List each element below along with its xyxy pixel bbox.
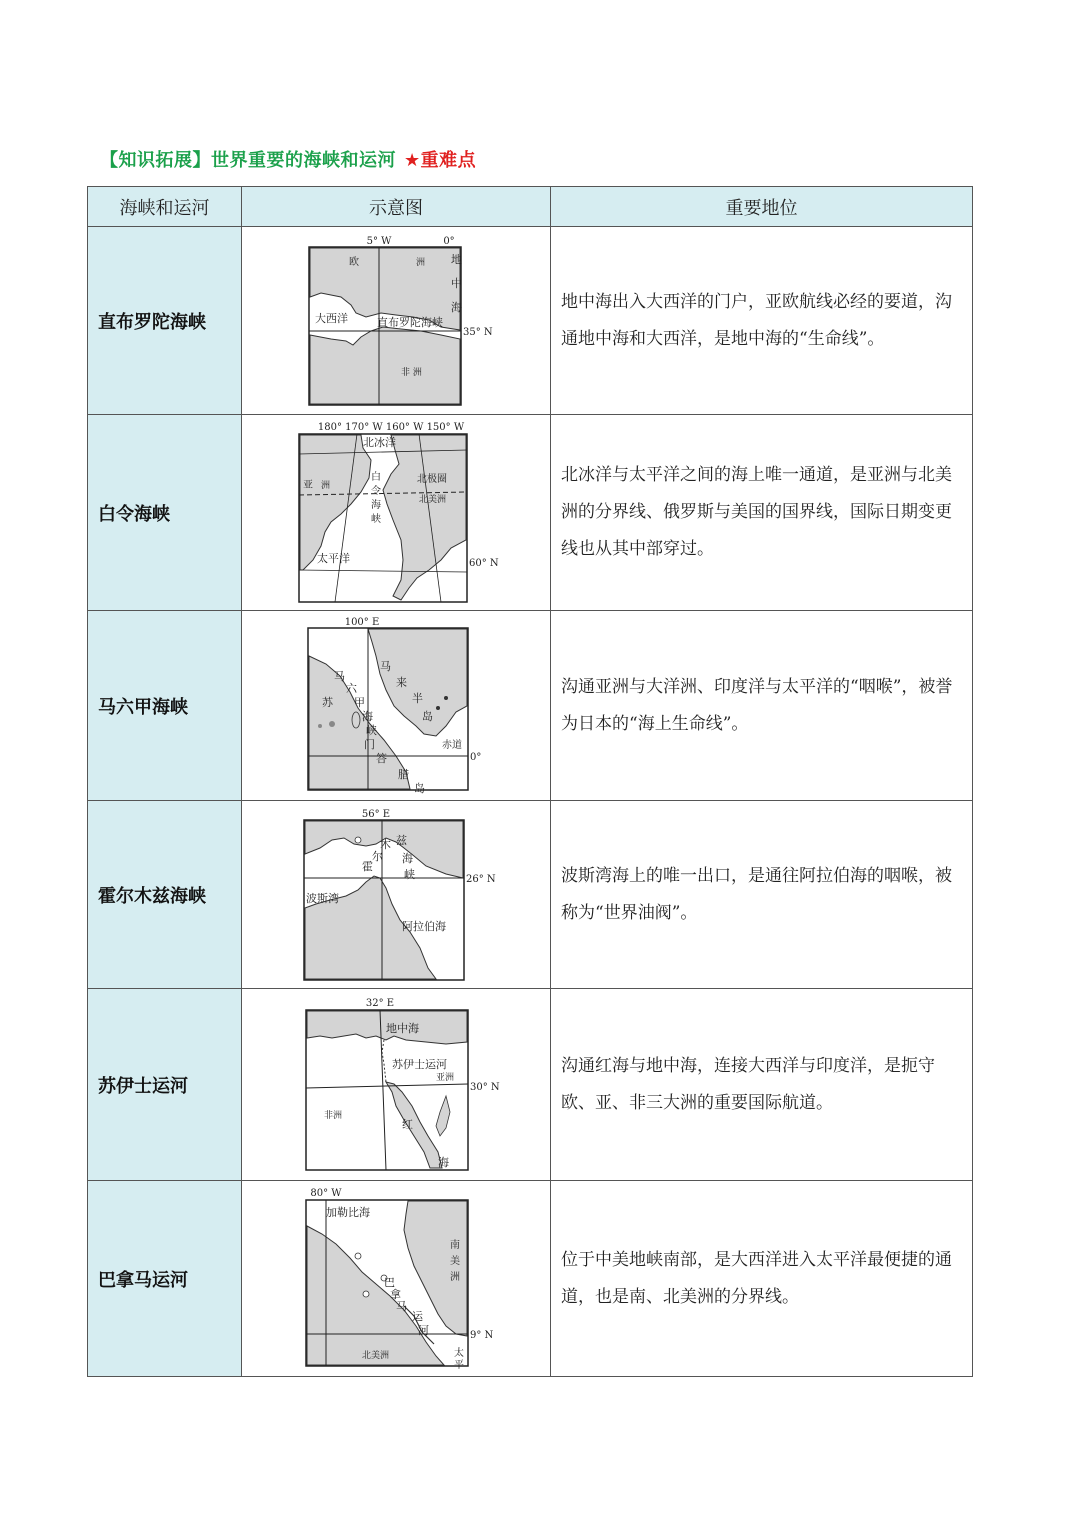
table-header-row — [88, 187, 973, 227]
map-label: 北美洲 — [419, 494, 447, 505]
map-label: 门 — [364, 737, 375, 751]
table-row — [88, 801, 973, 989]
row-name: 白令海峡 — [88, 415, 242, 611]
row-name: 直布罗陀海峡 — [88, 227, 242, 415]
map-label: 太平洋 — [317, 551, 350, 565]
map-label: 巴 — [384, 1275, 395, 1289]
map-label: 答 — [376, 751, 387, 765]
map-label: 地中海 — [386, 1021, 419, 1035]
map-label: 阿拉伯海 — [402, 919, 446, 933]
map-label: 来 — [396, 675, 407, 689]
suez-map — [296, 996, 500, 1174]
map-cell — [242, 989, 551, 1181]
map-label: 红 — [402, 1117, 413, 1131]
map-tick: 35° N — [463, 326, 493, 338]
map-cell — [242, 415, 551, 611]
map-label: 马 — [380, 659, 391, 673]
map-label: 海 — [438, 1155, 449, 1169]
map-label: 亚 — [303, 479, 313, 491]
bering-map — [291, 420, 501, 606]
map-label: 岛 — [414, 781, 425, 795]
map-label: 太 — [454, 1347, 464, 1359]
map-label: 峡 — [366, 723, 377, 737]
heading-badge: ★重难点 — [404, 150, 477, 171]
map-label: 运 — [412, 1309, 423, 1323]
map-label: 亚洲 — [436, 1072, 455, 1083]
table-row — [88, 415, 973, 611]
map-tick: 0° — [470, 751, 482, 763]
section-heading — [100, 146, 476, 172]
header-name: 海峡和运河 — [88, 187, 242, 227]
map-tick: 180° 170° W 160° W 150° W — [317, 421, 465, 433]
map-tick: 9° N — [470, 1329, 494, 1341]
map-label: 霍 — [362, 859, 373, 873]
map-tick: 80° W — [310, 1187, 342, 1199]
map-label: 苏伊士运河 — [392, 1057, 447, 1071]
row-name: 马六甲海峡 — [88, 611, 242, 801]
map-tick: 26° N — [466, 873, 496, 885]
map-label: 河 — [418, 1323, 429, 1337]
map-label: 洲 — [321, 480, 331, 491]
straits-table — [87, 186, 973, 1377]
table-row — [88, 1181, 973, 1377]
map-label: 海 — [451, 300, 462, 314]
map-label: 赤道 — [442, 739, 462, 751]
map-tick: 0° — [443, 235, 455, 247]
map-cell — [242, 227, 551, 415]
row-name: 霍尔木兹海峡 — [88, 801, 242, 989]
map-label: 海 — [402, 851, 413, 865]
heading-title: 【知识拓展】世界重要的海峡和运河 — [100, 150, 396, 171]
map-label: 直布罗陀海峡 — [377, 315, 443, 329]
map-label: 尔 — [372, 849, 383, 863]
map-label: 腊 — [398, 767, 409, 781]
map-tick: 60° N — [469, 557, 499, 569]
map-label: 北极圈 — [417, 473, 447, 485]
map-label: 欧 — [349, 256, 359, 268]
row-description: 沟通亚洲与大洋洲、印度洋与太平洋的“咽喉”，被誉为日本的“海上生命线”。 — [551, 611, 973, 801]
map-cell — [242, 611, 551, 801]
map-label: 波斯湾 — [306, 891, 339, 905]
map-label: 马 — [334, 669, 345, 683]
map-tick: 100° E — [344, 616, 380, 628]
map-label: 半 — [412, 691, 423, 705]
map-label: 木 — [380, 837, 391, 851]
table-row — [88, 989, 973, 1181]
map-label: 苏 — [322, 695, 333, 709]
map-tick: 5° W — [366, 235, 392, 247]
hormuz-map — [296, 808, 496, 982]
map-label: 马 — [396, 1299, 407, 1313]
row-description: 北冰洋与太平洋之间的海上唯一通道，是亚洲与北美洲的分界线、俄罗斯与美国的国界线，国际日期变更线也从其中部穿过。 — [551, 415, 973, 611]
map-tick: 30° N — [470, 1081, 500, 1093]
row-description: 位于中美地峡南部，是大西洋进入太平洋最便捷的通道，也是南、北美洲的分界线。 — [551, 1181, 973, 1377]
row-name: 苏伊士运河 — [88, 989, 242, 1181]
header-map: 示意图 — [242, 187, 551, 227]
map-cell — [242, 801, 551, 989]
map-cell — [242, 1181, 551, 1377]
map-label: 甲 — [354, 695, 365, 709]
table-row — [88, 611, 973, 801]
map-label: 峡 — [404, 867, 415, 881]
map-label: 非洲 — [324, 1110, 343, 1121]
header-importance: 重要地位 — [551, 187, 973, 227]
row-name: 巴拿马运河 — [88, 1181, 242, 1377]
map-tick: 32° E — [365, 997, 395, 1009]
map-label: 南 — [450, 1239, 460, 1251]
map-label: 北冰洋 — [363, 435, 396, 449]
map-label: 非 洲 — [401, 367, 422, 378]
map-tick: 56° E — [361, 808, 391, 820]
map-label: 拿 — [390, 1287, 401, 1301]
panama-map — [296, 1186, 496, 1372]
gibraltar-map — [301, 235, 491, 407]
map-label: 中 — [451, 276, 462, 290]
map-label: 北美洲 — [362, 1350, 390, 1361]
map-label: 加勒比海 — [326, 1205, 370, 1219]
row-description: 沟通红海与地中海，连接大西洋与印度洋，是扼守欧、亚、非三大洲的重要国际航道。 — [551, 989, 973, 1181]
map-label: 海 — [371, 499, 381, 511]
map-label: 六 — [346, 681, 357, 695]
map-label: 美 — [450, 1255, 460, 1267]
map-label: 地 — [451, 252, 462, 266]
map-label: 大西洋 — [315, 311, 348, 325]
row-description: 波斯湾海上的唯一出口，是通往阿拉伯海的咽喉，被称为“世界油阀”。 — [551, 801, 973, 989]
map-label: 洲 — [450, 1271, 460, 1283]
table-row — [88, 227, 973, 415]
map-label: 岛 — [422, 709, 433, 723]
map-label: 兹 — [396, 833, 407, 847]
map-label: 洲 — [416, 257, 426, 268]
map-label: 峡 — [371, 513, 381, 525]
row-description: 地中海出入大西洋的门户，亚欧航线必经的要道，沟通地中海和大西洋，是地中海的“生命线”。 — [551, 227, 973, 415]
map-label: 海 — [362, 709, 373, 723]
malacca-map — [296, 616, 496, 796]
map-label: 令 — [371, 485, 381, 497]
map-label: 平 — [454, 1359, 464, 1371]
map-label: 白 — [371, 471, 381, 483]
